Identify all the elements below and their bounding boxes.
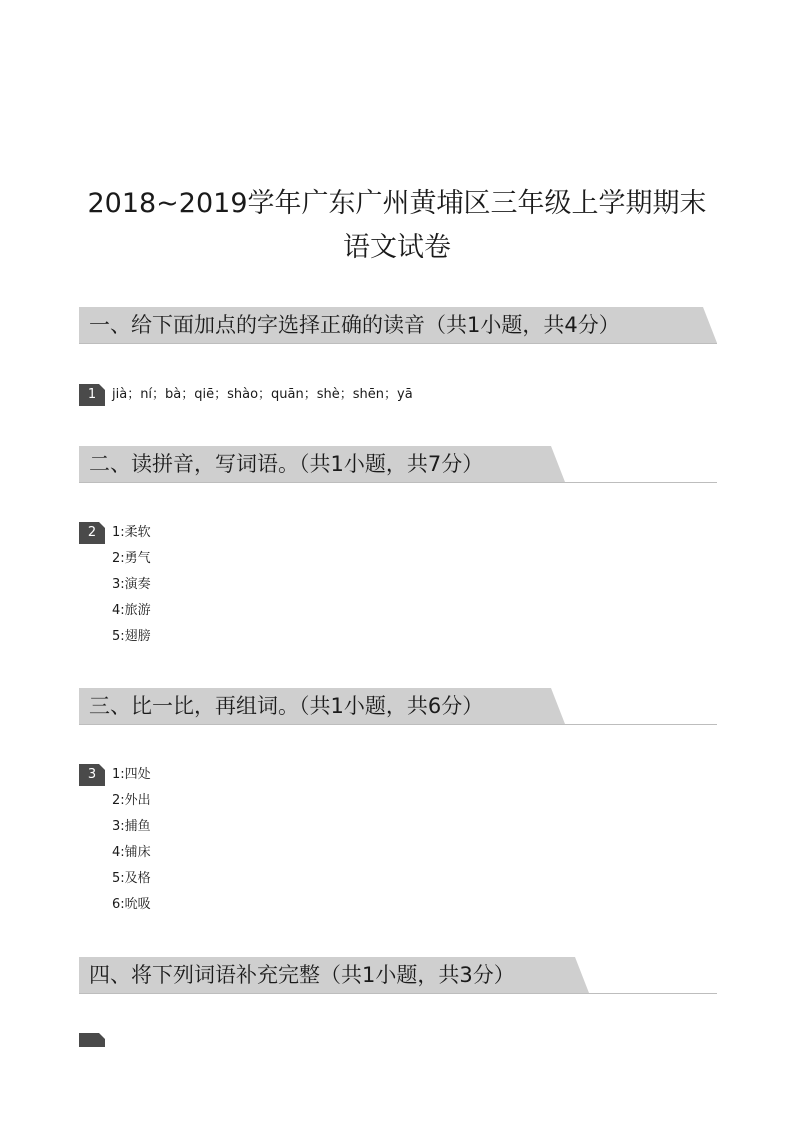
section-divider (79, 343, 717, 344)
section-heading: 一、给下面加点的字选择正确的读音（共1小题，共4分） (89, 313, 620, 337)
answer-item: 6:吮吸 (112, 897, 151, 912)
answer-item: 5:及格 (112, 871, 151, 886)
question-number-badge: 2 (79, 522, 105, 544)
section-divider (79, 993, 717, 994)
answer-item: 3:捕鱼 (112, 819, 151, 834)
section-heading: 四、将下列词语补充完整（共1小题，共3分） (89, 963, 515, 987)
answer-list (112, 522, 151, 652)
answer-item: 1:四处 (112, 767, 151, 782)
page-title-continued: 语文试卷 (343, 232, 451, 263)
answer-item: 4:旅游 (112, 603, 151, 618)
question-number-badge: 3 (79, 764, 105, 786)
answer-item: 5:翅膀 (112, 629, 151, 644)
section-header-3 (79, 688, 717, 728)
section-heading: 三、比一比，再组词。（共1小题，共6分） (89, 694, 484, 718)
answer-item: 3:演奏 (112, 577, 151, 592)
section-divider (79, 724, 717, 725)
question-number-badge: 1 (79, 384, 105, 406)
section-divider (79, 482, 717, 483)
answer-item: 4:铺床 (112, 845, 151, 860)
section-header-2 (79, 446, 717, 486)
answer-item: 1:柔软 (112, 525, 151, 540)
answer-list (112, 764, 151, 920)
section-header-1 (79, 307, 717, 347)
section-heading: 二、读拼音，写词语。（共1小题，共7分） (89, 452, 484, 476)
answer-text: jià；ní；bà；qiē；shào；quān；shè；shēn；yā (112, 387, 413, 402)
page-title: 2018~2019学年广东广州黄埔区三年级上学期期末 (87, 188, 707, 219)
question-number-badge (79, 1033, 105, 1047)
answer-item: 2:外出 (112, 793, 151, 808)
section-header-4 (79, 957, 717, 997)
answer-item: 2:勇气 (112, 551, 151, 566)
